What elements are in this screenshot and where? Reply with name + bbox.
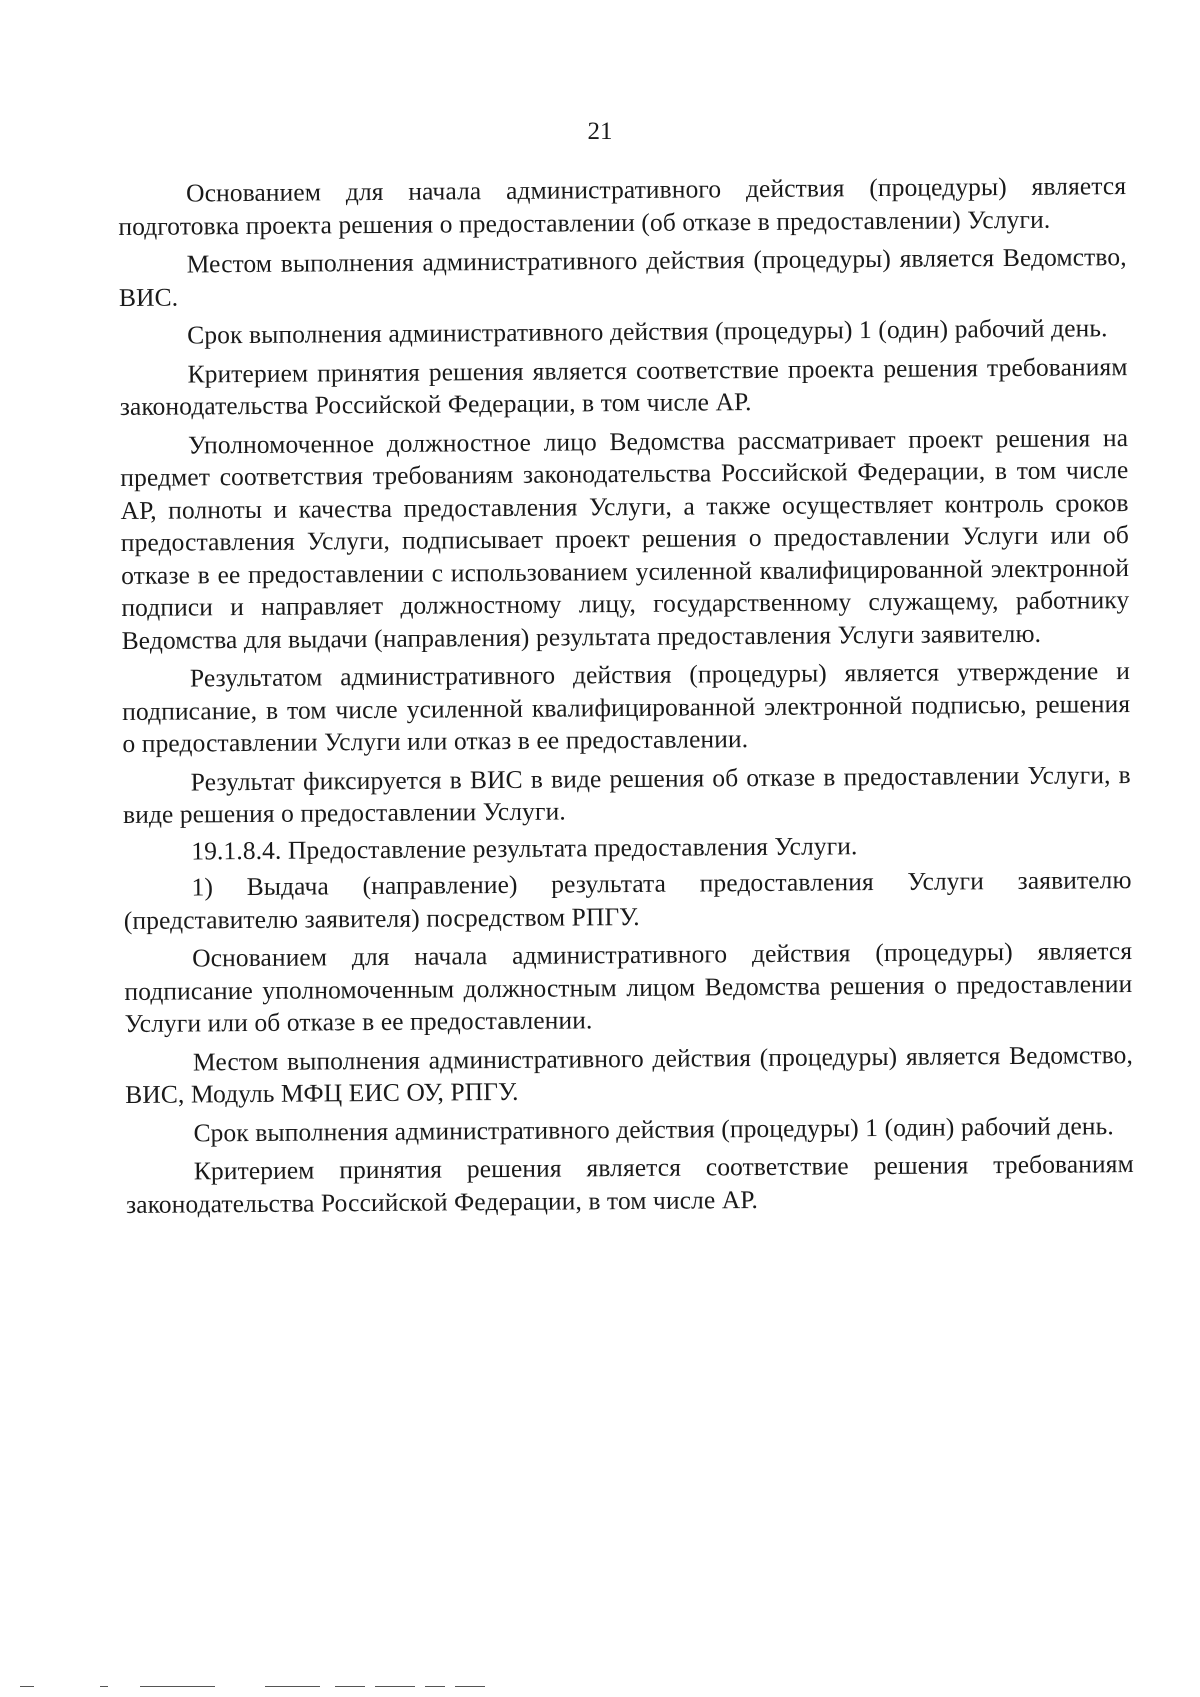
- scan-artifact-lines: [0, 1684, 1200, 1690]
- paragraph: Местом выполнения административного действия (процедуры) является Ведомство, ВИС, Модуль МФЦ ЕИС ОУ, РПГУ.: [125, 1039, 1134, 1109]
- document-body: [118, 170, 1134, 1225]
- page-number: 21: [587, 118, 613, 145]
- paragraph: Срок выполнения административного действия (процедуры) 1 (один) рабочий день.: [193, 1110, 1114, 1147]
- paragraph: Местом выполнения административного действия (процедуры) является Ведомство, ВИС.: [118, 242, 1127, 312]
- paragraph: Результат фиксируется в ВИС в виде решения об отказе в предоставлении Услуги, в виде решения о предоставлении Услуги.: [122, 759, 1131, 829]
- paragraph: Срок выполнения административного действия (процедуры) 1 (один) рабочий день.: [187, 313, 1108, 350]
- paragraph: Основанием для начала административного действия (процедуры) является подписание уполномоченным должностным лицом Ведомства решения о предоставлении Услуги или об отказе в ее предоставлении.: [124, 936, 1133, 1038]
- paragraph: Критерием принятия решения является соответствие решения требованиям законодательства Российской Федерации, в том числе АР.: [125, 1149, 1134, 1219]
- paragraph: Основанием для начала административного действия (процедуры) является подготовка проекта решения о предоставлении (об отказе в предоставлении) Услуги.: [118, 171, 1127, 241]
- paragraph: Результатом административного действия (процедуры) является утверждение и подписание, в том числе усиленной квалифицированной электронной подписью, решения о предоставлении Услуги или отказ в ее предоставлении.: [122, 656, 1131, 758]
- section-heading: 19.1.8.4. Предоставление результата предоставления Услуги.: [191, 830, 858, 865]
- paragraph: 1) Выдача (направление) результата предоставления Услуги заявителю (представителю заявителя) посредством РПГУ.: [123, 865, 1132, 935]
- paragraph: Уполномоченное должностное лицо Ведомства рассматривает проект решения на предмет соответствия требованиям законодательства Российской Федерации, в том числе АР, полноты и качества предоставления Услуги, а также осуществляет контроль сроков предоставления Услуги, подписывает проект решения о предоставлении Услуги или об отказе в ее предоставлении с использованием усиленной квалифицированной электронной подписи и направляет должностному лицу, государственному служащему, работнику Ведомства для выдачи (направления) результата предоставления Услуги заявителю.: [120, 422, 1130, 655]
- paragraph: Критерием принятия решения является соответствие проекта решения требованиям законодательства Российской Федерации, в том числе АР.: [119, 351, 1128, 421]
